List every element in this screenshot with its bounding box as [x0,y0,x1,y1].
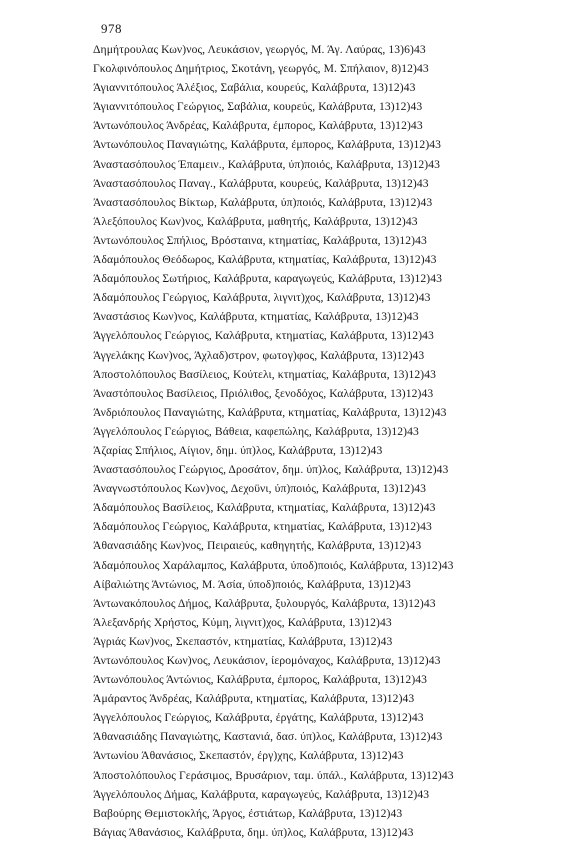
list-item: Άγιαννιτόπουλος Γεώργιος, Σαβάλια, κουρεύς, Καλάβρυτα, 13)12)43 [93,100,423,114]
list-item: Άδαμόπουλος Σωτήριος, Καλάβρυτα, καραγωγεύς, Καλάβρυτα, 13)12)43 [93,272,442,286]
list-item: Άναστόπουλος Βασίλειος, Πριόλιθος, ξενοδόχος, Καλάβρυτα, 13)12)43 [93,386,434,400]
list-item: Άθανασιάδης Παναγιώτης, Καστανιά, δασ. ύπ)λος, Καλάβρυτα, 13)12)43 [93,730,443,744]
list-item: Άντωνακόπουλος Δήμος, Καλάβρυτα, ξυλουργός, Καλάβρυτα, 13)12)43 [93,596,436,610]
list-item: Αίβαλιώτης Άντώνιος, Μ. Άσία, ύποδ)ποιός, Καλάβρυτα, 13)12)43 [93,577,411,591]
list-item: Άγγελάκης Κων)νος, Άχλαδ)στρον, φωτογ)φος, Καλάβρυτα, 13)12)43 [93,348,425,362]
list-item: Άποστολόπουλος Βασίλειος, Κούτελι, κτηματίας, Καλάβρυτα, 13)12)43 [93,367,437,381]
list-item: Άναστασόπουλος Βίκτωρ, Καλάβρυτα, ύπ)ποιός, Καλάβρυτα, 13)12)43 [93,195,433,209]
list-item: Άδαμόπουλος Γεώργιος, Καλάβρυτα, λιγνιτ)χος, Καλάβρυτα, 13)12)43 [93,291,431,305]
list-item: Άγγελόπουλος Γεώργιος, Καλάβρυτα, κτηματίας, Καλάβρυτα, 13)12)43 [93,329,434,343]
list-item: Άντωνόπουλος Σπήλιος, Βρόσταινα, κτηματίας, Καλάβρυτα, 13)12)43 [93,233,427,247]
entry-list [93,40,563,842]
list-item: Άναστασόπουλος Γεώργιος, Δροσάτον, δημ. ύπ)λος, Καλάβρυτα, 13)12)43 [93,463,449,477]
list-item: Άμάραντος Άνδρέας, Καλάβρυτα, κτηματίας, Καλάβρυτα, 13)12)43 [93,692,415,706]
list-item: Άναστασόπουλος Παναγ., Καλάβρυτα, κουρεύς, Καλάβρυτα, 13)12)43 [93,176,429,190]
list-item: Άλεξανδρής Χρήστος, Κύμη, λιγνιτ)χος, Καλάβρυτα, 13)12)43 [93,615,392,629]
list-item: Άδαμόπουλος Θεόδωρος, Καλάβρυτα, κτηματίας, Καλάβρυτα, 13)12)43 [93,253,437,267]
list-item: Άναστασόπουλος Έπαμειν., Καλάβρυτα, ύπ)ποιός, Καλάβρυτα, 13)12)43 [93,157,441,171]
list-item: Άνδριόπουλος Παναγιώτης, Καλάβρυτα, κτηματίας, Καλάβρυτα, 13)12)43 [93,405,447,419]
page-number: 978 [101,21,122,36]
list-item: Άθανασιάδης Κων)νος, Πειραιεύς, καθηγητής, Καλάβρυτα, 13)12)43 [93,539,422,553]
list-item: Άγριάς Κων)νος, Σκεπαστόν, κτηματίας, Καλάβρυτα, 13)12)43 [93,634,393,648]
list-item: Άγιαννιτόπουλος Άλέξιος, Σαβάλια, κουρεύς, Καλάβρυτα, 13)12)43 [93,81,416,95]
list-item: Άναγνωστόπουλος Κων)νος, Δεχοϋνι, ύπ)ποιός, Καλάβρυτα, 13)12)43 [93,482,427,496]
list-item: Άλεξόπουλος Κων)νος, Καλάβρυτα, μαθητής, Καλάβρυτα, 13)12)43 [93,214,418,228]
list-item: Άντωνόπουλος Κων)νος, Λευκάσιον, ίερομόναχος, Καλάβρυτα, 13)12)43 [93,654,441,667]
list-item: Άντωνόπουλος Άνδρέας, Καλάβρυτα, έμπορος, Καλάβρυτα, 13)12)43 [93,119,423,133]
list-item: Βαβούρης Θεμιστοκλής, Άργος, έστιάτωρ, Καλάβρυτα, 13)12)43 [93,806,403,820]
list-item: Άγγελόπουλος Γεώργιος, Καλάβρυτα, έργάτης, Καλάβρυτα, 13)12)43 [93,711,424,725]
list-item: Άδαμόπουλος Χαράλαμπος, Καλάβρυτα, ύποδ)ποιός, Καλάβρυτα, 13)12)43 [93,558,454,572]
list-item: Άγγελόπουλος Δήμας, Καλάβρυτα, καραγωγεύς, Καλάβρυτα, 13)12)43 [93,787,430,801]
list-item: Άδαμόπουλος Γεώργιος, Καλάβρυτα, κτηματίας, Καλάβρυτα, 13)12)43 [93,520,432,534]
list-item: Δημήτρουλας Κων)νος, Λευκάσιον, γεωργός, Μ. Άγ. Λαύρας, 13)6)43 [93,43,426,56]
list-item: Άναστάσιος Κων)νος, Καλάβρυτα, κτηματίας, Καλάβρυτα, 13)12)43 [93,310,419,324]
list-item: Άδαμόπουλος Βασίλειος, Καλάβρυτα, κτηματίας, Καλάβρυτα, 13)12)43 [93,501,436,515]
list-item: Άποστολόπουλος Γεράσιμος, Βρυσάριον, ταμ. ύπάλ., Καλάβρυτα, 13)12)43 [93,768,454,782]
list-item: Άντωνόπουλος Παναγιώτης, Καλάβρυτα, έμπορος, Καλάβρυτα, 13)12)43 [93,138,442,152]
list-item: Άζαρίας Σπήλιος, Αίγιον, δημ. ύπ)λος, Καλάβρυτα, 13)12)43 [93,443,383,457]
list-item: Γκολφινόπουλος Δημήτριος, Σκοτάνη, γεωργός, Μ. Σπήλαιον, 8)12)43 [93,62,429,76]
list-item: Βάγιας Άθανάσιος, Καλάβρυτα, δημ. ύπ)λος, Καλάβρυτα, 13)12)43 [93,825,414,839]
list-item: Άντωνίου Άθανάσιος, Σκεπαστόν, έργ)χης, Καλάβρυτα, 13)12)43 [93,749,404,763]
list-item: Άντωνόπουλος Άντώνιος, Καλάβρυτα, έμπορος, Καλάβρυτα, 13)12)43 [93,673,428,687]
list-item: Άγγελόπουλος Γεώργιος, Βάθεια, καφεπώλης, Καλάβρυτα, 13)12)43 [93,424,419,438]
